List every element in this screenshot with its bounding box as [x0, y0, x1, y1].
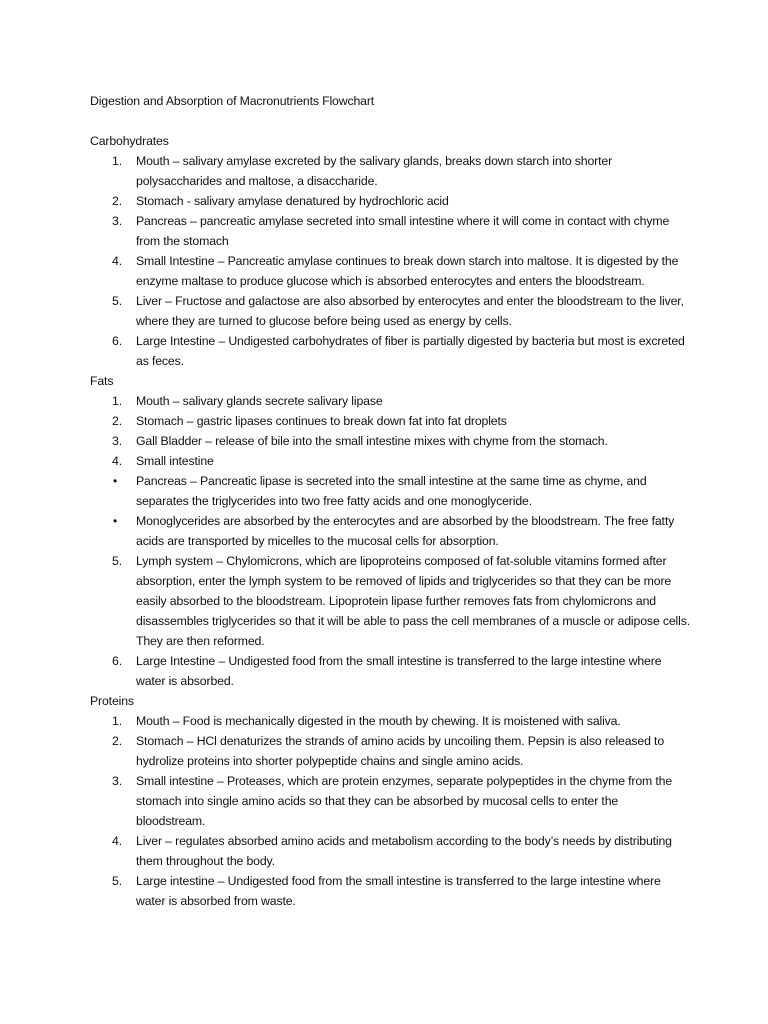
- list-item: [90, 871, 690, 911]
- list-item: [90, 831, 690, 871]
- bullet-item: [90, 471, 690, 511]
- list-marker: 4.: [112, 834, 122, 848]
- list-item: [90, 431, 690, 451]
- list-item-text: Stomach – gastric lipases continues to break down fat into fat droplets: [136, 414, 507, 428]
- blank-line: [90, 111, 690, 131]
- step-list: [90, 711, 690, 911]
- list-item-text: Pancreas – pancreatic amylase secreted into small intestine where it will come in contact with chyme from the stomach: [136, 214, 670, 248]
- list-marker: 5.: [112, 874, 122, 888]
- list-marker: 4.: [112, 254, 122, 268]
- section-heading: Fats: [90, 374, 114, 388]
- list-item-text: Gall Bladder – release of bile into the small intestine mixes with chyme from the stomach.: [136, 434, 608, 448]
- list-marker: 1.: [112, 154, 122, 168]
- list-marker: 5.: [112, 554, 122, 568]
- list-item-text: Mouth – salivary glands secrete salivary lipase: [136, 394, 383, 408]
- list-item: [90, 331, 690, 371]
- list-item-text: Lymph system – Chylomicrons, which are lipoproteins composed of fat-soluble vitamins formed after absorption, enter the lymph system to be removed of lipids and triglycerides so that they can be more easily absorbed to the bloodstream. Lipoprotein lipase further removes fats from chylomicrons and disassembles triglycerides so that it will be able to pass the cell membranes of a muscle or adipose cells. They are then reformed.: [136, 554, 690, 648]
- list-item: [90, 551, 690, 651]
- document-title: Digestion and Absorption of Macronutrients Flowchart: [90, 94, 375, 108]
- list-item: [90, 451, 690, 471]
- list-item-text: Large Intestine – Undigested food from the small intestine is transferred to the large intestine where water is absorbed.: [136, 654, 662, 688]
- list-item-text: Liver – regulates absorbed amino acids and metabolism according to the body’s needs by distributing them throughout the body.: [136, 834, 672, 868]
- bullet-marker: •: [113, 514, 118, 528]
- list-item: [90, 771, 690, 831]
- list-item-text: Monoglycerides are absorbed by the enterocytes and are absorbed by the bloodstream. The free fatty acids are transported by micelles to the mucosal cells for absorption.: [136, 514, 675, 548]
- list-item-text: Small intestine – Proteases, which are protein enzymes, separate polypeptides in the chyme from the stomach into single amino acids so that they can be absorbed by mucosal cells to enter the bloodstream.: [136, 774, 673, 828]
- list-item-text: Mouth – salivary amylase excreted by the salivary glands, breaks down starch into shorter polysaccharides and maltose, a disaccharide.: [136, 154, 613, 188]
- list-item: [90, 391, 690, 411]
- list-item: [90, 411, 690, 431]
- list-item: [90, 151, 690, 191]
- list-item-text: Small Intestine – Pancreatic amylase continues to break down starch into maltose. It is digested by the enzyme maltase to produce glucose which is absorbed enterocytes and enters the bloodstream.: [136, 254, 679, 288]
- list-item: [90, 291, 690, 331]
- list-marker: 3.: [112, 434, 122, 448]
- section-fats: [90, 371, 690, 691]
- list-item-text: Stomach - salivary amylase denatured by hydrochloric acid: [136, 194, 449, 208]
- list-item-text: Pancreas – Pancreatic lipase is secreted into the small intestine at the same time as chyme, and separates the triglycerides into two free fatty acids and one monoglyceride.: [136, 474, 647, 508]
- list-marker: 2.: [112, 194, 122, 208]
- section-heading: Proteins: [90, 694, 134, 708]
- bullet-marker: •: [113, 474, 118, 488]
- list-marker: 6.: [112, 654, 122, 668]
- list-item: [90, 711, 690, 731]
- list-item: [90, 251, 690, 291]
- list-item: [90, 651, 690, 691]
- section-proteins: [90, 691, 690, 911]
- list-marker: 3.: [112, 774, 122, 788]
- bullet-item: [90, 511, 690, 551]
- list-marker: 5.: [112, 294, 122, 308]
- section-heading: Carbohydrates: [90, 134, 169, 148]
- list-item-text: Large Intestine – Undigested carbohydrates of fiber is partially digested by bacteria but most is excreted as feces.: [136, 334, 685, 368]
- list-item: [90, 731, 690, 771]
- list-item-text: Large intestine – Undigested food from the small intestine is transferred to the large intestine where water is absorbed from waste.: [136, 874, 661, 908]
- list-marker: 4.: [112, 454, 122, 468]
- list-item: [90, 211, 690, 251]
- list-item: [90, 191, 690, 211]
- list-marker: 6.: [112, 334, 122, 348]
- step-list: [90, 151, 690, 371]
- list-marker: 1.: [112, 714, 122, 728]
- section-carbohydrates: [90, 131, 690, 371]
- list-marker: 1.: [112, 394, 122, 408]
- list-marker: 2.: [112, 414, 122, 428]
- list-marker: 2.: [112, 734, 122, 748]
- list-item-text: Liver – Fructose and galactose are also absorbed by enterocytes and enter the bloodstream to the liver, where they are turned to glucose before being used as energy by cells.: [136, 294, 684, 328]
- document-body: [90, 91, 690, 911]
- step-list: [90, 391, 690, 691]
- list-item-text: Mouth – Food is mechanically digested in the mouth by chewing. It is moistened with saliva.: [136, 714, 621, 728]
- list-item-text: Stomach – HCl denaturizes the strands of amino acids by uncoiling them. Pepsin is also released to hydrolize proteins into shorter polypeptide chains and single amino acids.: [136, 734, 665, 768]
- list-item-text: Small intestine: [136, 454, 214, 468]
- list-marker: 3.: [112, 214, 122, 228]
